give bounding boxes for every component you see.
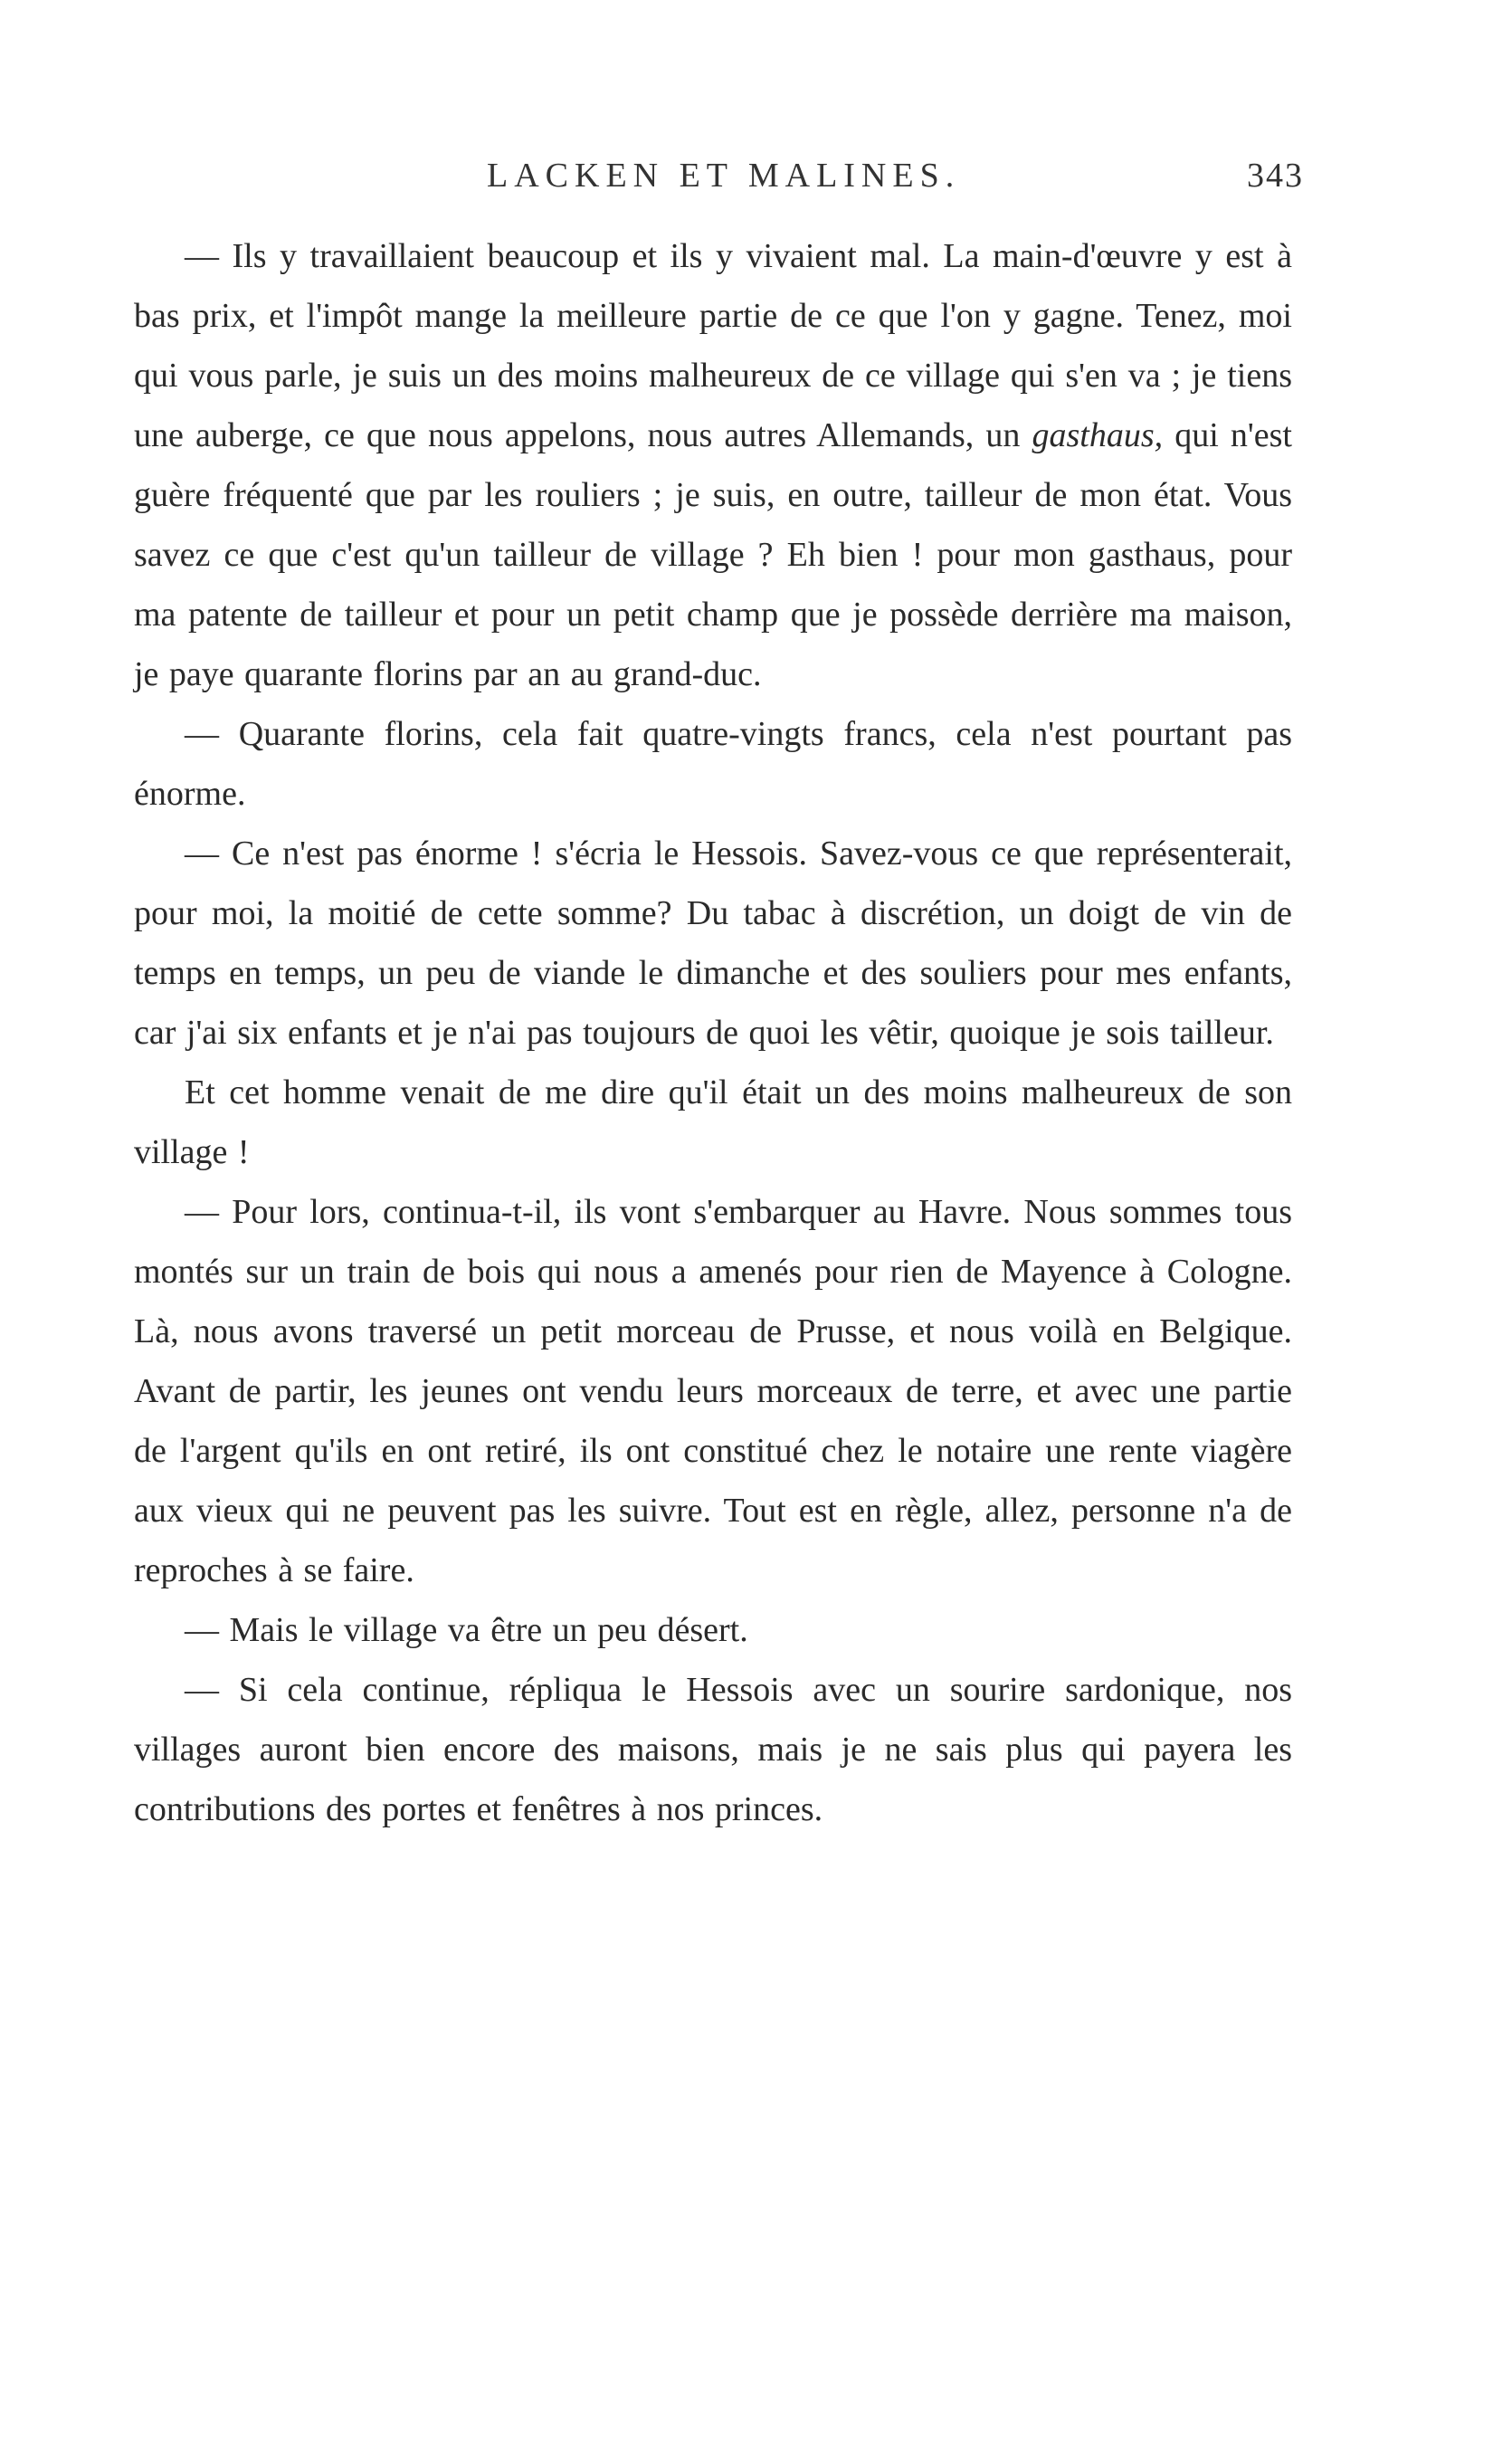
paragraph-1-text-cont: qui n'est guère fréquenté que par les rouliers ; je suis, en outre, tailleur de mon état. Vous savez ce que c'est qu'un tailleur de village ? Eh bien ! pour mon gasthaus, pour ma patente de tailleur et pour un petit champ que je possède derrière ma maison, je paye quarante florins par an au grand-duc. bbox=[134, 416, 1292, 693]
paragraph-1-italic: gasthaus, bbox=[1032, 416, 1164, 454]
paragraph-6-text: — Mais le village va être un peu désert. bbox=[185, 1611, 748, 1649]
running-title: LACKEN ET MALINES. bbox=[487, 157, 961, 195]
paragraph-3-text: — Ce n'est pas énorme ! s'écria le Hessois. Savez-vous ce que représenterait, pour moi, la moitié de cette somme? Du tabac à discrétion, un doigt de vin de temps en temps, un peu de viande le dimanche et des souliers pour mes enfants, car j'ai six enfants et je n'ai pas toujours de quoi les vêtir, quoique je sois tailleur. bbox=[134, 835, 1292, 1052]
page-number: 343 bbox=[1247, 157, 1304, 195]
running-head bbox=[0, 156, 1512, 210]
paragraph-5-text: — Pour lors, continua-t-il, ils vont s'embarquer au Havre. Nous sommes tous montés sur un train de bois qui nous a amenés pour rien de Mayence à Cologne. Là, nous avons traversé un petit morceau de Prusse, et nous voilà en Belgique. Avant de partir, les jeunes ont vendu leurs morceaux de terre, et avec une partie de l'argent qu'ils en ont retiré, ils ont constitué chez le notaire une rente viagère aux vieux qui ne peuvent pas les suivre. Tout est en règle, allez, personne n'a de reproches à se faire. bbox=[134, 1193, 1292, 1589]
paragraph-1 bbox=[134, 226, 1292, 704]
paragraph-4 bbox=[134, 1063, 1292, 1182]
paragraph-5 bbox=[134, 1182, 1292, 1600]
paragraph-6 bbox=[134, 1600, 1292, 1660]
body-text bbox=[134, 226, 1292, 1839]
paragraph-7-text: — Si cela continue, répliqua le Hessois avec un sourire sardonique, nos villages auront bien encore des maisons, mais je ne sais plus qui payera les contributions des portes et fenêtres à nos princes. bbox=[134, 1671, 1292, 1828]
paragraph-7 bbox=[134, 1660, 1292, 1839]
paragraph-2 bbox=[134, 704, 1292, 824]
paragraph-3 bbox=[134, 824, 1292, 1063]
paragraph-2-text: — Quarante florins, cela fait quatre-vingts francs, cela n'est pourtant pas énorme. bbox=[134, 715, 1292, 813]
paragraph-4-text: Et cet homme venait de me dire qu'il était un des moins malheureux de son village ! bbox=[134, 1073, 1292, 1171]
paragraph-1-text: — Ils y travaillaient beaucoup et ils y vivaient mal. La main-d'œuvre y est à bas prix, et l'impôt mange la meilleure partie de ce que l'on y gagne. Tenez, moi qui vous parle, je suis un des moins malheureux de ce village qui s'en va ; je tiens une auberge, ce que nous appelons, nous autres Allemands, un bbox=[134, 237, 1292, 454]
